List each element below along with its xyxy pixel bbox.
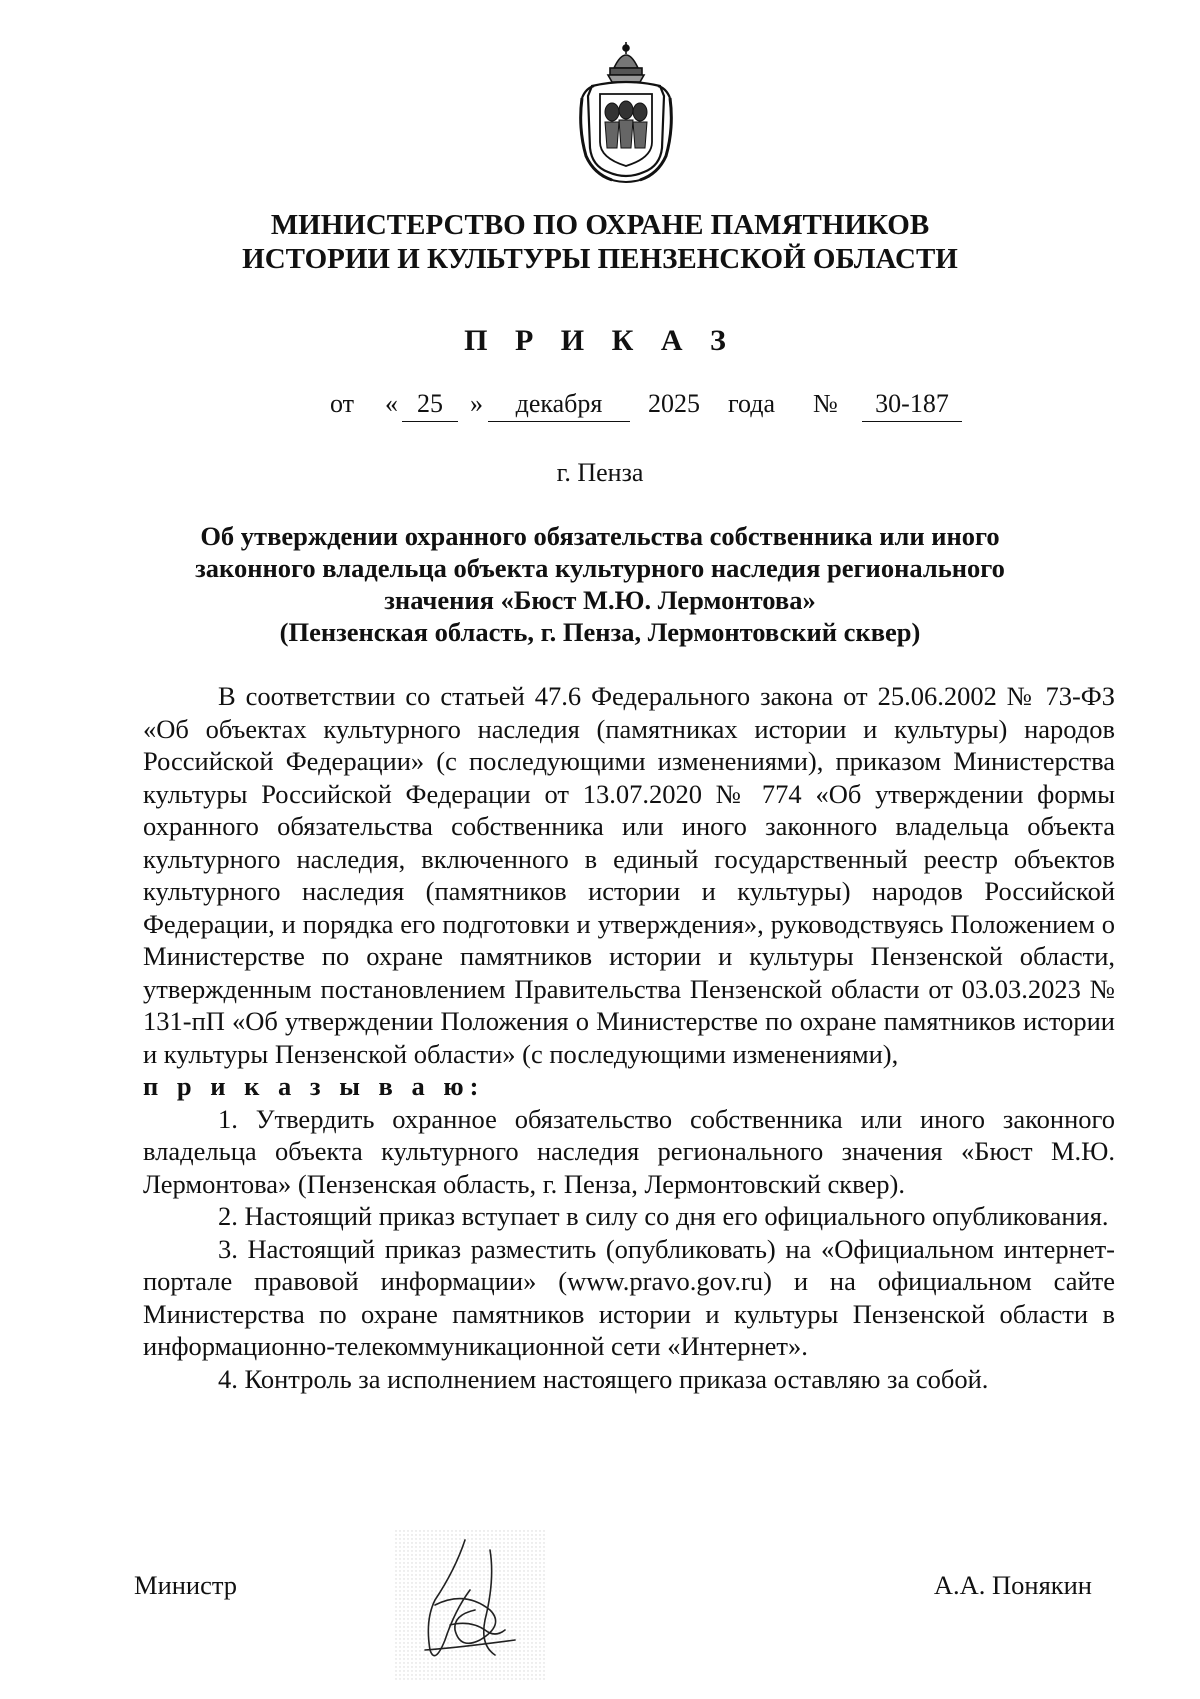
document-type: П Р И К А З: [464, 324, 736, 357]
date-month: декабря: [488, 389, 630, 422]
order-item: 4. Контроль за исполнением настоящего приказа оставляю за собой.: [218, 1363, 989, 1394]
date-open-quote: «: [385, 389, 398, 418]
coat-of-arms-icon: [572, 38, 680, 188]
date-close-quote: »: [470, 389, 483, 418]
order-word: п р и к а з ы в а ю:: [143, 1071, 485, 1101]
signer-title: Министр: [134, 1570, 238, 1600]
date-year-word: года: [728, 389, 776, 418]
order-subject: [150, 520, 1050, 648]
order-item: 2. Настоящий приказ вступает в силу со дня его официального опубликования.: [218, 1201, 1109, 1231]
subject-line: законного владельца объекта культурного наследия регионального: [195, 553, 1005, 583]
city: г. Пенза: [556, 458, 644, 487]
date-day: 25: [402, 389, 458, 422]
subject-line: Об утверждении охранного обязательства собственника или иного: [200, 521, 1000, 551]
order-number: 30-187: [862, 389, 962, 422]
preamble-paragraph: В соответствии со статьей 47.6 Федерального закона от 25.06.2002 № 73-ФЗ «Об объектах культурного наследия (памятниках истории и культуры) народов Российской Федерации» (с последующими изменениями), приказом Министерства культуры Российской Федерации от 13.07.2020 № 774 «Об утверждении формы охранного обязательства собственника или иного законного владельца объекта культурного наследия, включенного в единый государственный реестр объектов культурного наследия (памятников истории и культуры) народов Российской Федерации, и порядка его подготовки и утверждения», руководствуясь Положением о Министерстве по охране памятников истории и культуры Пензенской области, утвержденным постановлением Правительства Пензенской области от 03.03.2023 № 131-пП «Об утверждении Положения о Министерстве по охране памятников истории и культуры Пензенской области» (с последующими изменениями),: [143, 681, 1115, 1069]
order-item: 1. Утвердить охранное обязательство собственника или иного законного владельца объекта культурного наследия регионального значения «Бюст М.Ю. Лермонтова» (Пензенская область, г. Пенза, Лермонтовский сквер).: [143, 1103, 1115, 1199]
handwritten-signature: [395, 1530, 545, 1680]
ministry-name-line2: ИСТОРИИ И КУЛЬТУРЫ ПЕНЗЕНСКОЙ ОБЛАСТИ: [242, 243, 958, 275]
date-year: 2025: [648, 389, 700, 418]
order-body: [143, 680, 1115, 1395]
subject-line: значения «Бюст М.Ю. Лермонтова»: [384, 585, 816, 615]
signature-block: [0, 1560, 1200, 1680]
order-item: 3. Настоящий приказ разместить (опубликовать) на «Официальном интернет-портале правовой информации» (www.pravo.gov.ru) и на официальном сайте Министерства по охране памятников истории и культуры Пензенской области в информационно-телекоммуникационной сети «Интернет».: [143, 1233, 1115, 1361]
date-from-label: от: [330, 389, 355, 418]
date-line: [0, 389, 1200, 425]
number-sign: №: [813, 389, 838, 418]
ministry-name-line1: МИНИСТЕРСТВО ПО ОХРАНЕ ПАМЯТНИКОВ: [270, 209, 930, 241]
signer-name: А.А. Понякин: [933, 1570, 1092, 1600]
subject-line: (Пензенская область, г. Пенза, Лермонтовский сквер): [279, 617, 921, 647]
